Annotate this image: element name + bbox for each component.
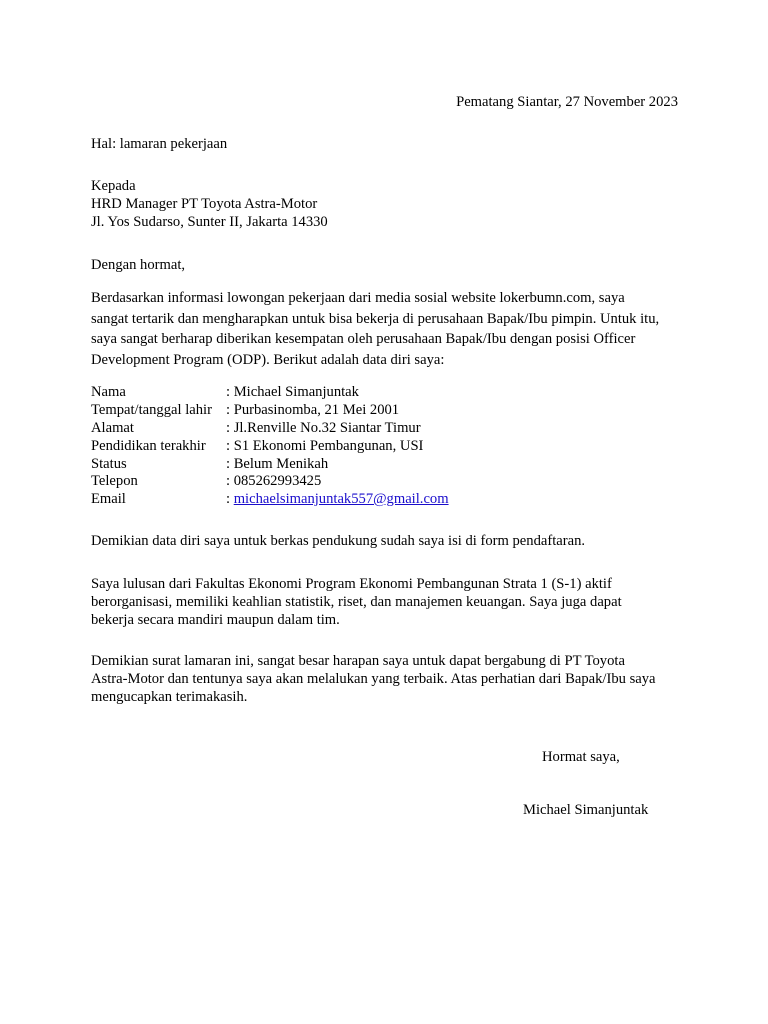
closing-paragraph [91, 652, 687, 706]
letter-subject: Hal: lamaran pekerjaan [91, 136, 228, 152]
data-label: Pendidikan terakhir [91, 438, 206, 454]
data-row-email [91, 490, 449, 508]
email-prefix: : [226, 491, 234, 507]
data-label: Alamat [91, 420, 134, 436]
data-row-nama [91, 383, 359, 401]
signer-name: Michael Simanjuntak [523, 802, 649, 818]
closing-line: Demikian surat lamaran ini, sangat besar harapan saya untuk dapat bergabung di PT Toyota [91, 653, 625, 669]
place-date: Pematang Siantar, 27 November 2023 [456, 94, 678, 110]
data-value [226, 490, 449, 508]
data-value: : 085262993425 [226, 473, 322, 489]
data-value: : S1 Ekonomi Pembangunan, USI [226, 438, 424, 454]
data-row-telepon [91, 472, 321, 490]
intro-line: Development Program (ODP). Berikut adalah data diri saya: [91, 351, 445, 368]
recipient-name: HRD Manager PT Toyota Astra-Motor [91, 196, 318, 212]
recipient-address: Jl. Yos Sudarso, Sunter II, Jakarta 14330 [91, 214, 328, 230]
intro-line: sangat tertarik dan mengharapkan untuk bisa bekerja di perusahaan Bapak/Ibu pimpin. Untuk itu, [91, 310, 660, 327]
data-row-status [91, 455, 328, 473]
data-label: Telepon [91, 473, 138, 489]
intro-line: Berdasarkan informasi lowongan pekerjaan dari media sosial website lokerbumn.com, saya [91, 290, 625, 306]
data-value: : Purbasinomba, 21 Mei 2001 [226, 402, 400, 418]
qualification-line: bekerja secara mandiri maupun dalam tim. [91, 612, 340, 628]
sign-off: Hormat saya, [542, 749, 620, 765]
recipient-to: Kepada [91, 178, 136, 194]
data-value: : Jl.Renville No.32 Siantar Timur [226, 420, 421, 436]
greeting: Dengan hormat, [91, 257, 186, 273]
data-label: Email [91, 491, 126, 507]
qualification-line: berorganisasi, memiliki keahlian statistik, riset, dan manajemen keuangan. Saya juga dapat [91, 594, 622, 610]
data-value: : Belum Menikah [226, 456, 329, 472]
data-value: : Michael Simanjuntak [226, 384, 359, 400]
email-link[interactable]: michaelsimanjuntak557@gmail.com [233, 491, 449, 507]
data-row-alamat [91, 419, 421, 437]
data-label: Status [91, 456, 127, 472]
qualification-paragraph [91, 575, 687, 629]
intro-paragraph [91, 288, 687, 370]
closing-line: Astra-Motor dan tentunya saya akan melalukan yang terbaik. Atas perhatian dari Bapak/Ibu saya [91, 671, 656, 687]
data-label: Tempat/tanggal lahir [91, 402, 212, 418]
data-label: Nama [91, 384, 126, 400]
closing-line: mengucapkan terimakasih. [91, 689, 248, 705]
data-row-ttl [91, 401, 399, 419]
qualification-line: Saya lulusan dari Fakultas Ekonomi Program Ekonomi Pembangunan Strata 1 (S-1) aktif [91, 576, 612, 592]
data-note: Demikian data diri saya untuk berkas pendukung sudah saya isi di form pendaftaran. [91, 533, 586, 549]
data-row-pendidikan [91, 437, 423, 455]
intro-line: saya sangat berharap diberikan kesempatan oleh perusahaan Bapak/Ibu dengan posisi Officer [91, 331, 636, 347]
